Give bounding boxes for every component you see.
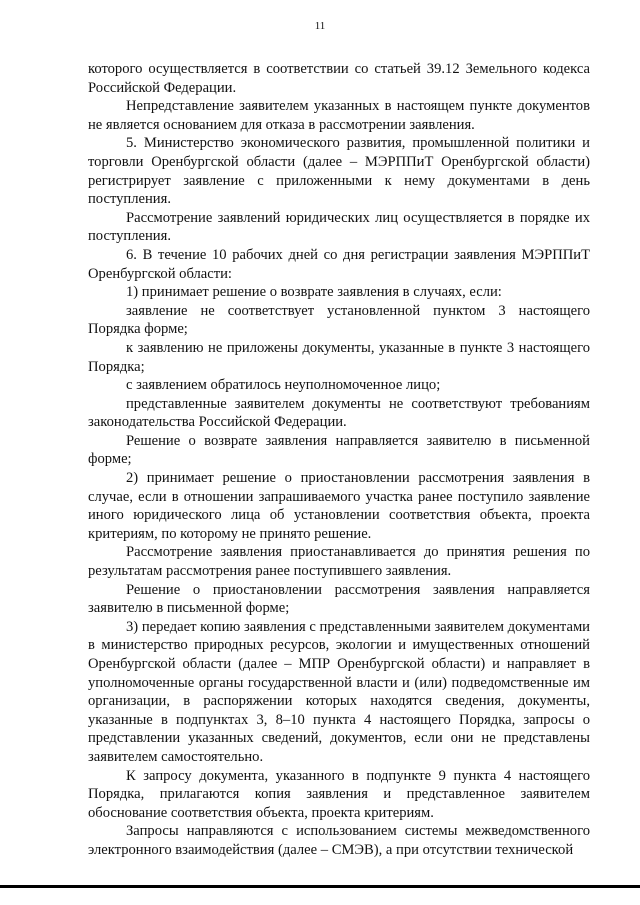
paragraph: с заявлением обратилось неуполномоченное лицо; bbox=[126, 377, 441, 394]
paragraph: заявление не соответствует установленной пунктом 3 настоящего Порядка форме; bbox=[88, 302, 590, 338]
paragraph: Рассмотрение заявлений юридических лиц осуществляется в порядке их поступления. bbox=[88, 209, 590, 245]
paragraph: К запросу документа, указанного в подпункте 9 пункта 4 настоящего Порядка, прилагаются копия заявления и представленное заявителем обоснование соответствия объекта, проекта критериям. bbox=[88, 767, 590, 821]
paragraph: Решение о приостановлении рассмотрения заявления направляется заявителю в письменной форме; bbox=[88, 581, 590, 617]
paragraph: 5. Министерство экономического развития, промышленной политики и торговли Оренбургской области (далее – МЭРППиТ Оренбургской области) регистрирует заявление с приложенными к нему документами в день поступления. bbox=[88, 135, 590, 208]
page-bottom-rule bbox=[0, 885, 640, 888]
paragraph: к заявлению не приложены документы, указанные в пункте 3 настоящего Порядка; bbox=[88, 339, 590, 375]
paragraph: 3) передает копию заявления с представленными заявителем документами в министерство природных ресурсов, экологии и имущественных отношений Оренбургской области (далее – МПР Оренбургской области) и направляет в уполномоченные органы государственной власти и (или) подведомственные им организации, в распоряжении которых находятся сведения, документы, указанные в подпунктах 3, 8–10 пункта 4 настоящего Порядка, запросы о представлении указанных сведений, документов, если они не представлены заявителем самостоятельно. bbox=[88, 618, 590, 765]
paragraph: 6. В течение 10 рабочих дней со дня регистрации заявления МЭРППиТ Оренбургской области: bbox=[88, 246, 590, 282]
page-number: 11 bbox=[314, 20, 326, 32]
paragraph: которого осуществляется в соответствии со статьей 39.12 Земельного кодекса Российской Федерации. bbox=[88, 61, 590, 96]
paragraph: Непредставление заявителем указанных в настоящем пункте документов не является основанием для отказа в рассмотрении заявления. bbox=[88, 98, 590, 133]
paragraph: Запросы направляются с использованием системы межведомственного электронного взаимодействия (далее – СМЭВ), а при отсутствии технической bbox=[88, 823, 590, 858]
paragraph: представленные заявителем документы не соответствуют требованиям законодательства Российской Федерации. bbox=[88, 395, 590, 431]
paragraph: 1) принимает решение о возврате заявления в случаях, если: bbox=[126, 284, 502, 301]
document-body bbox=[88, 60, 590, 860]
paragraph: 2) принимает решение о приостановлении рассмотрения заявления в случае, если в отношении запрашиваемого участка ранее поступило заявление иного юридического лица об установлении соответствия объекта, проекта критериям, по которому не принято решение. bbox=[88, 470, 590, 542]
paragraph: Решение о возврате заявления направляется заявителю в письменной форме; bbox=[88, 432, 590, 468]
paragraph: Рассмотрение заявления приостанавливается до принятия решения по результатам рассмотрения ранее поступившего заявления. bbox=[88, 544, 590, 580]
